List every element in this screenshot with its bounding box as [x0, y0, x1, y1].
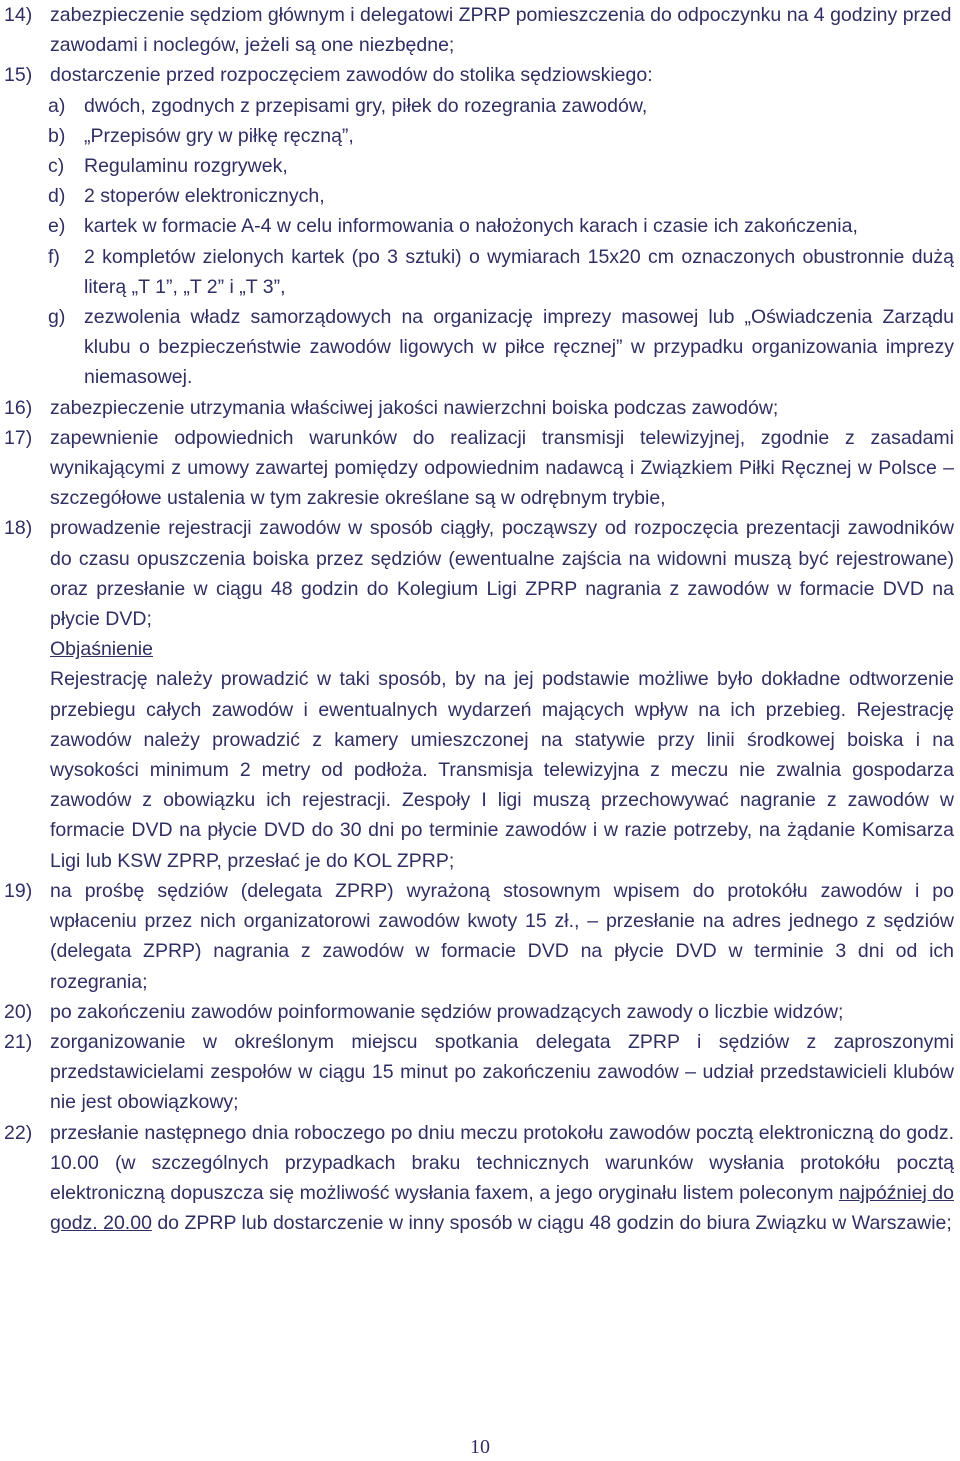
- list-item-16: [0, 393, 960, 423]
- list-item-22: [0, 1118, 960, 1239]
- item-text: po zakończeniu zawodów poinformowanie sędziów prowadzących zawody o liczbie widzów;: [50, 1000, 844, 1023]
- item-text: prowadzenie rejestracji zawodów w sposób ciągły, począwszy od rozpoczęcia prezentacji zawodników do czasu opuszczenia boiska przez sędziów (ewentualne zajścia na widowni muszą być rejestrowane) oraz przesłanie w ciągu 48 godzin do Kolegium Ligi ZPRP nagrania z zawodów w formacie DVD na płycie DVD;: [50, 517, 954, 631]
- sub-item-letter: c): [48, 155, 65, 178]
- sub-item-15c: [48, 151, 960, 181]
- sub-item-text: zezwolenia władz samorządowych na organizację imprezy masowej lub „Oświadczenia Zarządu klubu o bezpieczeństwie zawodów ligowych w piłce ręcznej” w przypadku organizowania imprezy niemasowej.: [84, 306, 954, 389]
- explanation-heading-text: Objaśnienie: [50, 638, 153, 661]
- list-item-19: [0, 876, 960, 997]
- sub-item-letter: b): [48, 124, 66, 147]
- list-item-21: [0, 1027, 960, 1118]
- item-text-part: przesłanie następnego dnia roboczego po dniu meczu protokołu zawodów pocztą elektroniczną do godz. 10.00 (w szczególnych przypadkach braku technicznych warunków wysłania protokółu pocztą elektroniczną dopuszcza się możliwość wysłania faxem, a jego oryginału listem poleconym: [50, 1121, 954, 1204]
- item-text: zabezpieczenie utrzymania właściwej jakości nawierzchni boiska podczas zawodów;: [50, 396, 779, 419]
- item-number: 19): [4, 879, 33, 902]
- item-number: 16): [4, 396, 33, 419]
- sub-item-15f: [48, 242, 960, 302]
- sub-item-letter: a): [48, 94, 66, 117]
- list-item-18: [0, 513, 960, 634]
- item-number: 22): [4, 1121, 33, 1144]
- sub-item-text: dwóch, zgodnych z przepisami gry, piłek do rozegrania zawodów,: [84, 94, 648, 117]
- item-number: 21): [4, 1030, 33, 1053]
- sub-item-15d: [48, 181, 960, 211]
- list-item-15: [0, 60, 960, 90]
- list-item-20: [0, 997, 960, 1027]
- item-number: 18): [4, 517, 33, 540]
- sub-item-text: 2 stoperów elektronicznych,: [84, 185, 325, 208]
- list-item-17: [0, 423, 960, 514]
- sub-item-15b: [48, 121, 960, 151]
- sub-item-letter: g): [48, 306, 66, 329]
- list-item-14: [0, 0, 960, 60]
- sub-item-text: kartek w formacie A-4 w celu informowania o nałożonych karach i czasie ich zakończenia,: [84, 215, 858, 238]
- sub-item-text: „Przepisów gry w piłkę ręczną”,: [84, 124, 354, 147]
- deadline-underlined: najpóźniej do godz. 20.00: [50, 1181, 954, 1235]
- item-text: [50, 1118, 954, 1239]
- item-number: 15): [4, 64, 33, 87]
- page-number: 10: [470, 1436, 490, 1458]
- sub-item-letter: f): [48, 245, 60, 268]
- sub-item-letter: e): [48, 215, 66, 238]
- item-number: 14): [4, 4, 33, 26]
- sub-item-15a: [48, 91, 960, 121]
- item-number: 17): [4, 426, 33, 449]
- sub-item-text: Regulaminu rozgrywek,: [84, 155, 288, 178]
- item-text: zabezpieczenie sędziom głównym i delegatowi ZPRP pomieszczenia do odpoczynku na 4 godziny przed zawodami i noclegów, jeżeli są one niezbędne;: [50, 4, 952, 57]
- item-text: na prośbę sędziów (delegata ZPRP) wyrażoną stosownym wpisem do protokółu zawodów i po wpłaceniu przez nich organizatorowi zawodów kwoty 15 zł., – przesłanie na adres jednego z sędziów (delegata ZPRP) nagrania z zawodów w formacie DVD na płycie DVD w terminie 3 dni od ich rozegrania;: [50, 879, 954, 993]
- explanation-heading: [50, 634, 954, 664]
- sub-item-letter: d): [48, 185, 66, 208]
- item-text: dostarczenie przed rozpoczęciem zawodów do stolika sędziowskiego:: [50, 64, 653, 87]
- item-number: 20): [4, 1000, 33, 1023]
- explanation-text: Rejestrację należy prowadzić w taki sposób, by na jej podstawie możliwe było dokładne odtworzenie przebiegu całych zawodów i ewentualnych wydarzeń mających wpływ na ich przebieg. Rejestrację zawodów należy prowadzić z kamery umieszczonej na statywie przy linii środkowej boiska i na wysokości minimum 2 metry od podłoża. Transmisja telewizyjna z meczu nie zwalnia gospodarza zawodów z obowiązku ich rejestracji. Zespoły I ligi muszą przechowywać nagranie z zawodów w formacie DVD na płycie DVD do 30 dni po terminie zawodów i w razie potrzeby, na żądanie Komisarza Ligi lub KSW ZPRP, przesłać je do KOL ZPRP;: [50, 668, 954, 872]
- item-text: zapewnienie odpowiednich warunków do realizacji transmisji telewizyjnej, zgodnie z zasadami wynikającymi z umowy zawartej pomiędzy odpowiednim nadawcą i Związkiem Piłki Ręcznej w Polsce – szczegółowe ustalenia w tym zakresie określane są w odrębnym trybie,: [50, 426, 954, 510]
- item-text-part: do ZPRP lub dostarczenie w inny sposób w ciągu 48 godzin do biura Związku w Warszawie;: [151, 1212, 952, 1235]
- sub-item-15g: [48, 302, 960, 393]
- sub-item-text: 2 kompletów zielonych kartek (po 3 sztuki) o wymiarach 15x20 cm oznaczonych obustronnie dużą literą „T 1”, „T 2” i „T 3”,: [84, 245, 954, 298]
- item-text: zorganizowanie w określonym miejscu spotkania delegata ZPRP i sędziów z zaproszonymi przedstawicielami zespołów w ciągu 15 minut po zakończeniu zawodów – udział przedstawicieli klubów nie jest obowiązkowy;: [50, 1030, 954, 1114]
- sub-item-15e: [48, 211, 960, 241]
